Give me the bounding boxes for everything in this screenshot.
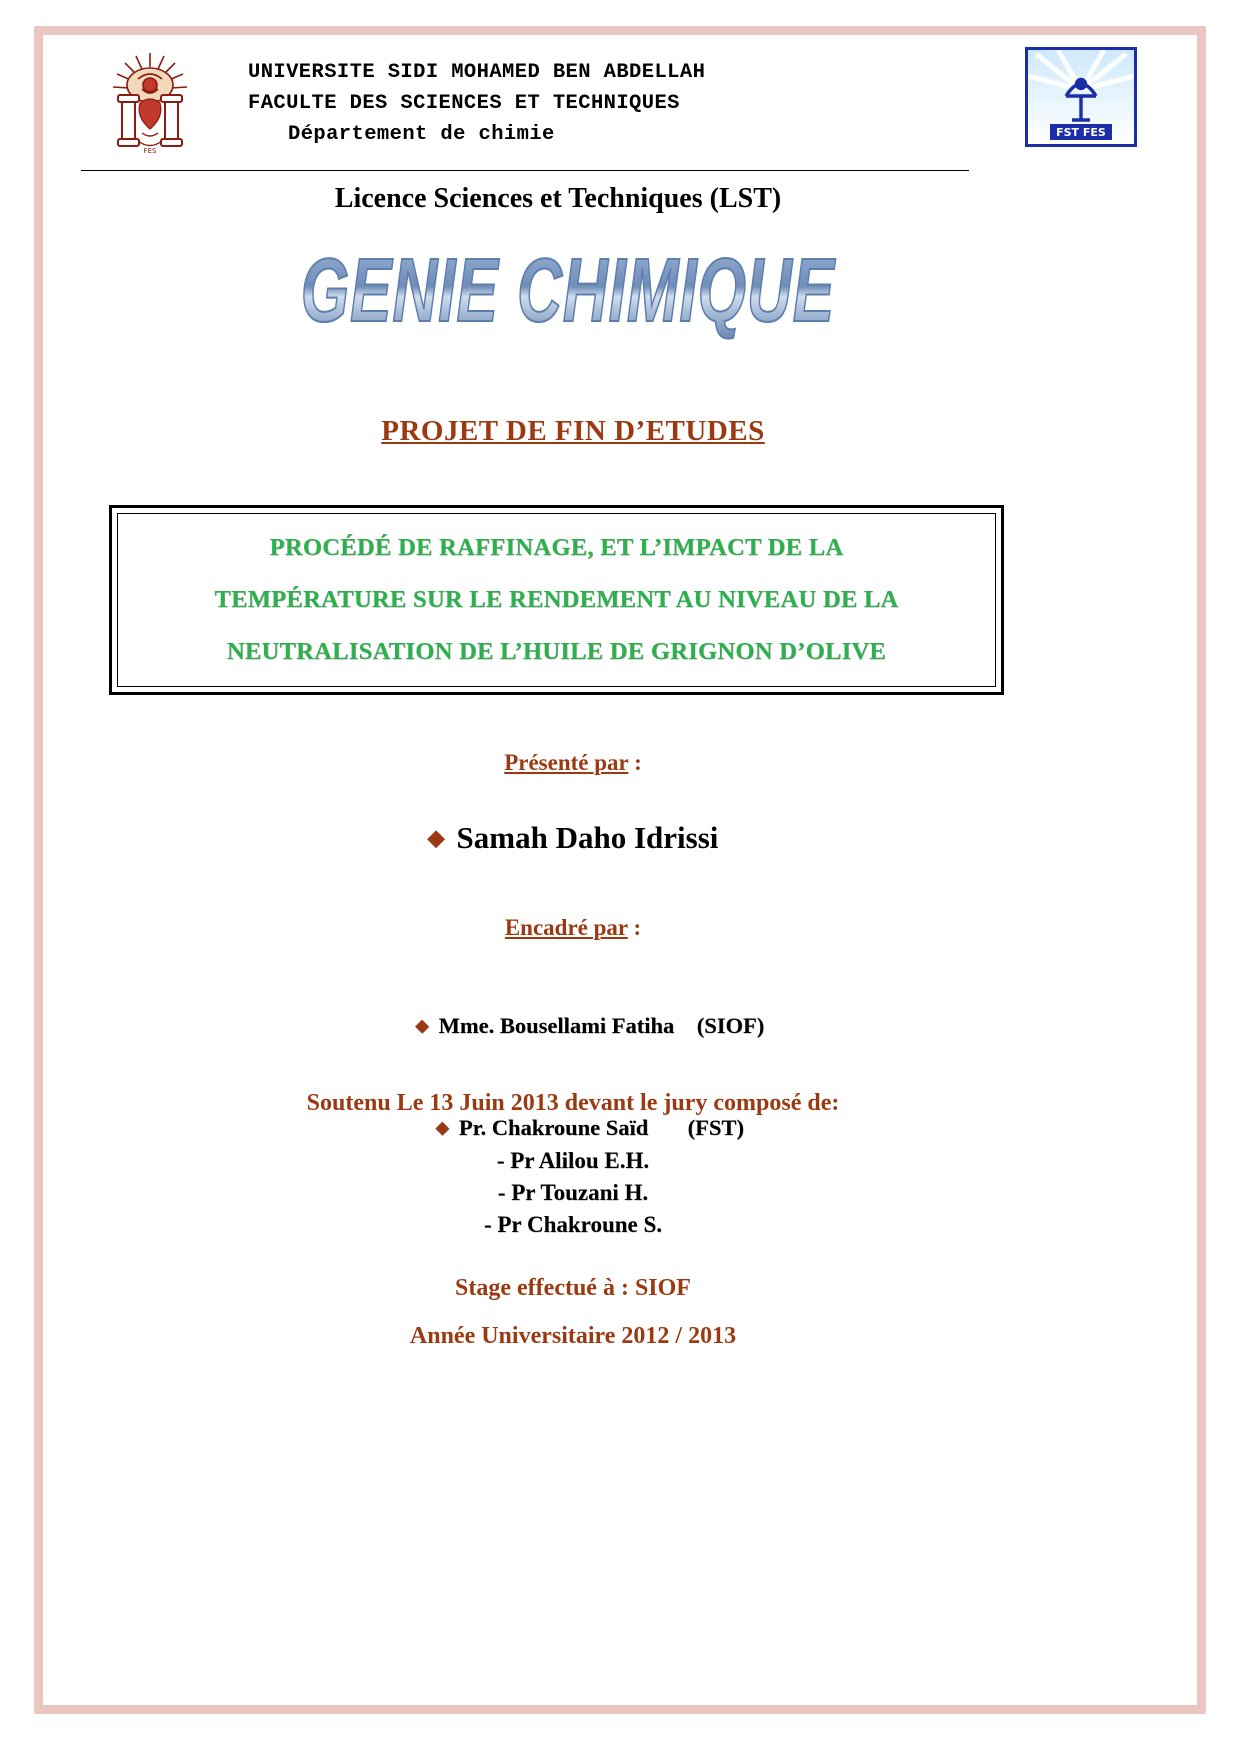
university-line-3: Département de chimie: [288, 123, 555, 146]
fst-fes-logo-text: FST FES: [1056, 126, 1106, 139]
thesis-title-box: [109, 505, 1004, 695]
presented-by-colon: :: [628, 750, 642, 775]
academic-year: Année Universitaire 2012 / 2013: [409, 1323, 737, 1349]
supervisor-name-2: Pr. Chakroune Saïd (FST): [458, 1115, 744, 1140]
thesis-title-line-2: TEMPÉRATURE SUR LE RENDEMENT AU NIVEAU DE LA: [214, 586, 899, 613]
program-title-wrapper: [43, 240, 1093, 342]
bullet-diamond-icon: ◆: [415, 1016, 429, 1035]
supervised-by-colon: :: [627, 915, 642, 940]
supervised-by-label-text: Encadré par: [504, 915, 628, 940]
fst-fes-logo-icon: [1025, 47, 1137, 147]
document-header: [43, 35, 1197, 155]
document-type-title: PROJET DE FIN D’ETUDES: [381, 415, 765, 447]
bullet-diamond-icon: ◆: [427, 825, 445, 850]
jury-member: - Pr Chakroune S.: [483, 1212, 663, 1237]
jury-member: - Pr Alilou E.H.: [496, 1148, 650, 1173]
svg-text:FES: FES: [143, 147, 157, 155]
jury-members-list: [43, 1145, 1103, 1241]
program-title: GENIE CHIMIQUE: [300, 241, 836, 342]
defense-heading: Soutenu Le 13 Juin 2013 devant le jury composé de:: [306, 1090, 840, 1116]
header-divider: [81, 170, 969, 171]
supervisor-item: [43, 975, 1103, 1077]
university-line-2: FACULTE DES SCIENCES ET TECHNIQUES: [248, 92, 680, 115]
jury-member: - Pr Touzani H.: [497, 1180, 649, 1205]
university-crest-icon: [98, 47, 203, 157]
thesis-title-line-1: PROCÉDÉ DE RAFFINAGE, ET L’IMPACT DE LA: [269, 534, 844, 561]
internship-location: Stage effectué à : SIOF: [455, 1275, 691, 1301]
bullet-diamond-icon: ◆: [435, 1118, 449, 1137]
supervised-by-label: [43, 915, 1103, 941]
university-line-1: UNIVERSITE SIDI MOHAMED BEN ABDELLAH: [248, 61, 706, 84]
cover-page-content: [43, 35, 1197, 1705]
presenter-name: Samah Daho Idrissi: [456, 820, 719, 855]
university-name-block: [248, 57, 705, 150]
degree-title: Licence Sciences et Techniques (LST): [334, 183, 782, 214]
presented-by-label-text: Présenté par: [504, 750, 629, 775]
supervisor-name-1: Mme. Bousellami Fatiha (SIOF): [438, 1013, 765, 1038]
thesis-title-line-3: NEUTRALISATION DE L’HUILE DE GRIGNON D’OLIVE: [226, 638, 887, 665]
presented-by-label: [43, 750, 1103, 776]
thesis-title-inner-border: [117, 513, 996, 687]
presenter-row: [43, 820, 1103, 856]
